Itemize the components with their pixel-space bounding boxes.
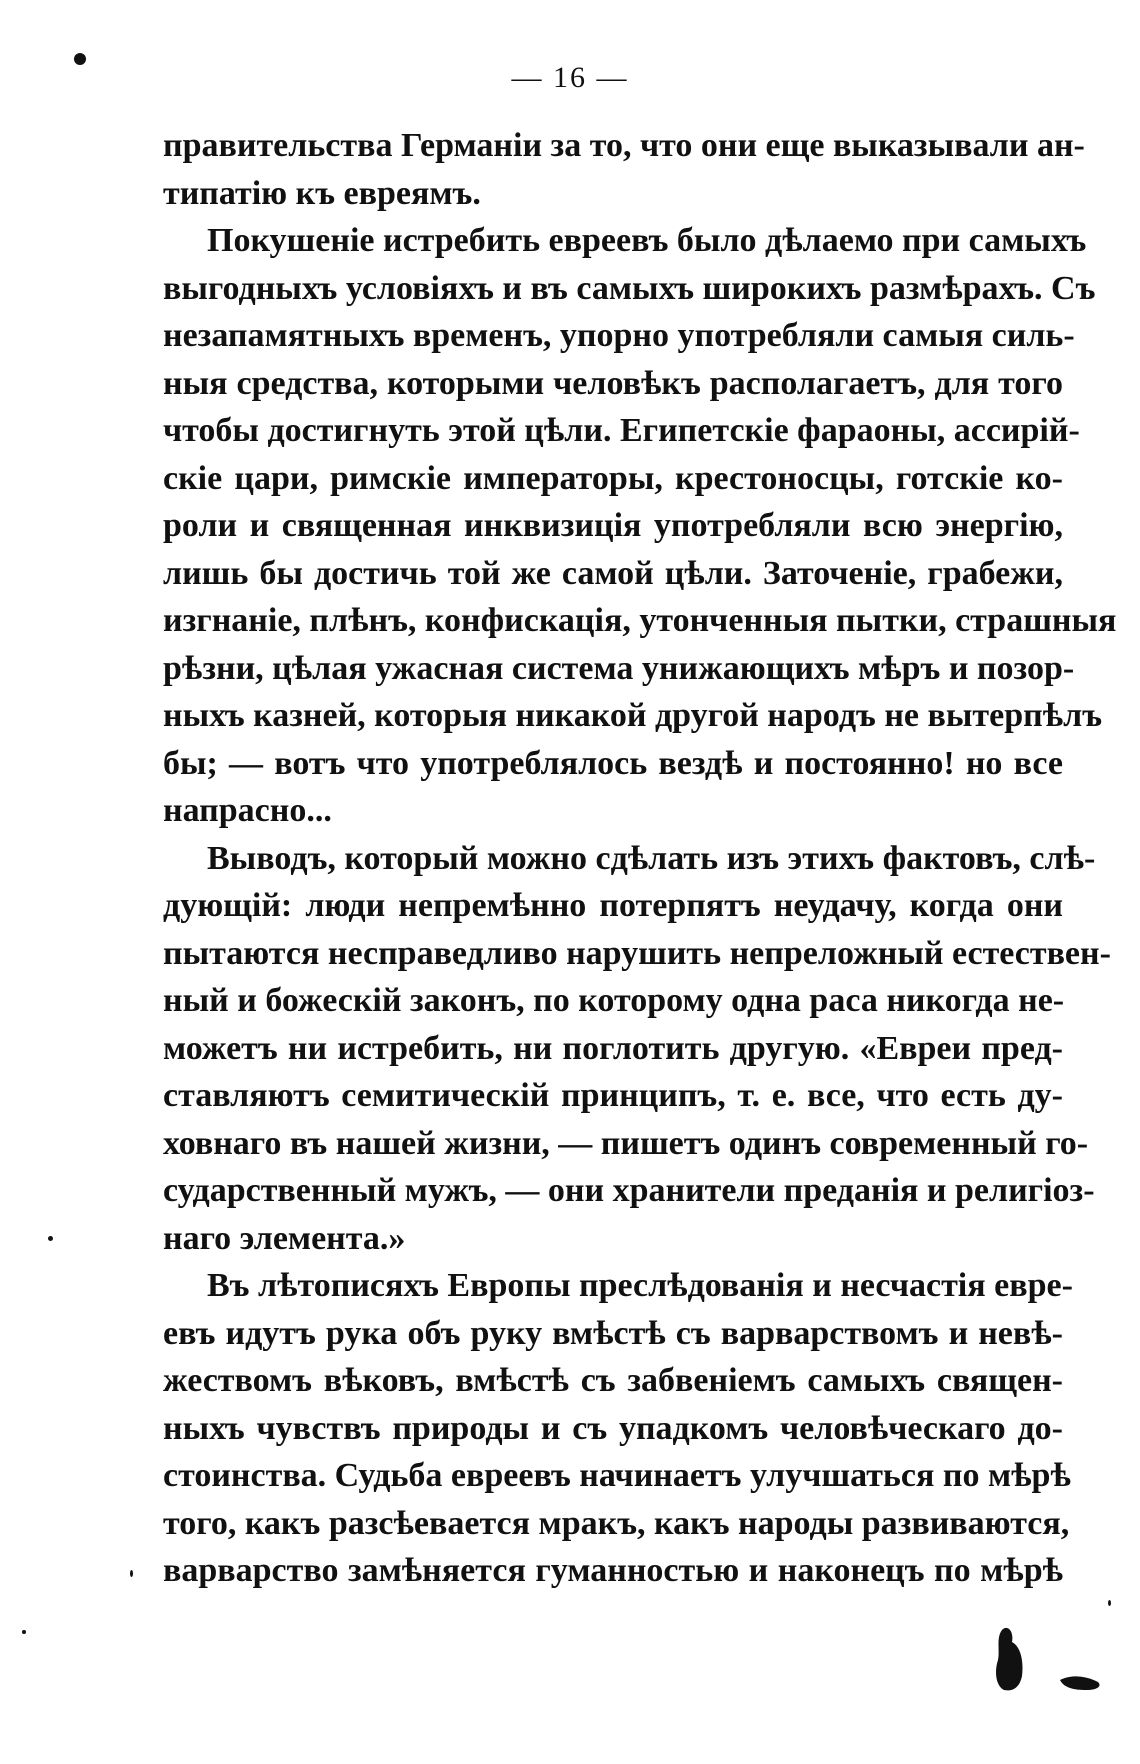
paragraph-3 [163, 835, 1111, 1263]
text-line: жествомъ вѣковъ, вмѣстѣ съ забвеніемъ самыхъ священ- [163, 1362, 1063, 1399]
text-line: изгнаніе, плѣнъ, конфискація, утонченныя пытки, страшныя [163, 602, 1117, 639]
ink-speck [130, 1570, 133, 1577]
text-line: ставляютъ семитическій принципъ, т. е. все, что есть ду- [163, 1077, 1063, 1114]
page-number: — 16 — [511, 61, 629, 94]
text-line: рѣзни, цѣлая ужасная система унижающихъ мѣръ и позор- [163, 649, 1075, 687]
text-line: Покушеніе истребить евреевъ было дѣлаемо при самыхъ [207, 222, 1087, 259]
paragraph-2 [163, 217, 1117, 835]
text-line: ховнаго въ нашей жизни, — пишетъ одинъ современный го- [163, 1124, 1089, 1162]
paragraph-1 [163, 122, 1085, 217]
text-line: варварство замѣняется гуманностью и наконецъ по мѣрѣ [163, 1552, 1063, 1589]
text-line: стоинства. Судьба евреевъ начинаетъ улучшаться по мѣрѣ [163, 1457, 1071, 1494]
body-text [163, 122, 1117, 1595]
text-line: ныя средства, которыми человѣкъ располагаетъ, для того [163, 364, 1063, 402]
text-line: ныхъ казней, которыя никакой другой народъ не вытерпѣлъ [163, 697, 1103, 734]
text-line: сударственный мужъ, — они хранители преданія и религіоз- [163, 1172, 1095, 1209]
text-line: чтобы достигнуть этой цѣли. Египетскіе фараоны, ассирій- [163, 412, 1080, 449]
text-line: Въ лѣтописяхъ Европы преслѣдованія и несчастія евре- [207, 1267, 1073, 1304]
text-line: ныхъ чувствъ природы и съ упадкомъ человѣческаго до- [163, 1409, 1063, 1447]
text-line: того, какъ разсѣевается мракъ, какъ народы развиваются, [163, 1504, 1070, 1542]
ink-speck [48, 1236, 53, 1241]
text-line: наго элемента.» [163, 1219, 406, 1257]
text-line: скіе цари, римскіе императоры, крестоносцы, готскіе ко- [163, 459, 1063, 497]
text-line: ный и божескій законъ, по которому одна раса никогда не- [163, 982, 1065, 1019]
text-line: роли и священная инквизиція употребляли всю энергію, [163, 507, 1063, 544]
ink-blot [990, 1620, 1110, 1700]
paragraph-4 [163, 1262, 1073, 1595]
text-line: Выводъ, который можно сдѣлать изъ этихъ фактовъ, слѣ- [207, 839, 1096, 877]
text-line: правительства Германіи за то, что они еще выказывали ан- [163, 127, 1085, 164]
text-line: бы; — вотъ что употреблялось вездѣ и постоянно! но все [163, 744, 1063, 782]
text-line: можетъ ни истребить, ни поглотить другую. «Евреи пред- [163, 1029, 1063, 1067]
text-line: пытаются несправедливо нарушить непреложный естествен- [163, 934, 1111, 972]
text-line: евъ идутъ рука объ руку вмѣстѣ съ варварствомъ и невѣ- [163, 1314, 1063, 1352]
text-line: напрасно... [163, 792, 332, 829]
text-line: дующій: люди непремѣнно потерпятъ неудачу, когда они [163, 887, 1063, 924]
ink-speck [1108, 1600, 1111, 1606]
text-line: выгодныхъ условіяхъ и въ самыхъ широкихъ размѣрахъ. Съ [163, 269, 1096, 307]
ink-speck [22, 1630, 26, 1634]
text-line: незапамятныхъ временъ, упорно употребляли самыя силь- [163, 317, 1075, 354]
text-line: типатію къ евреямъ. [163, 174, 481, 212]
ink-speck [74, 53, 86, 65]
text-line: лишь бы достичь той же самой цѣли. Заточеніе, грабежи, [163, 554, 1063, 592]
